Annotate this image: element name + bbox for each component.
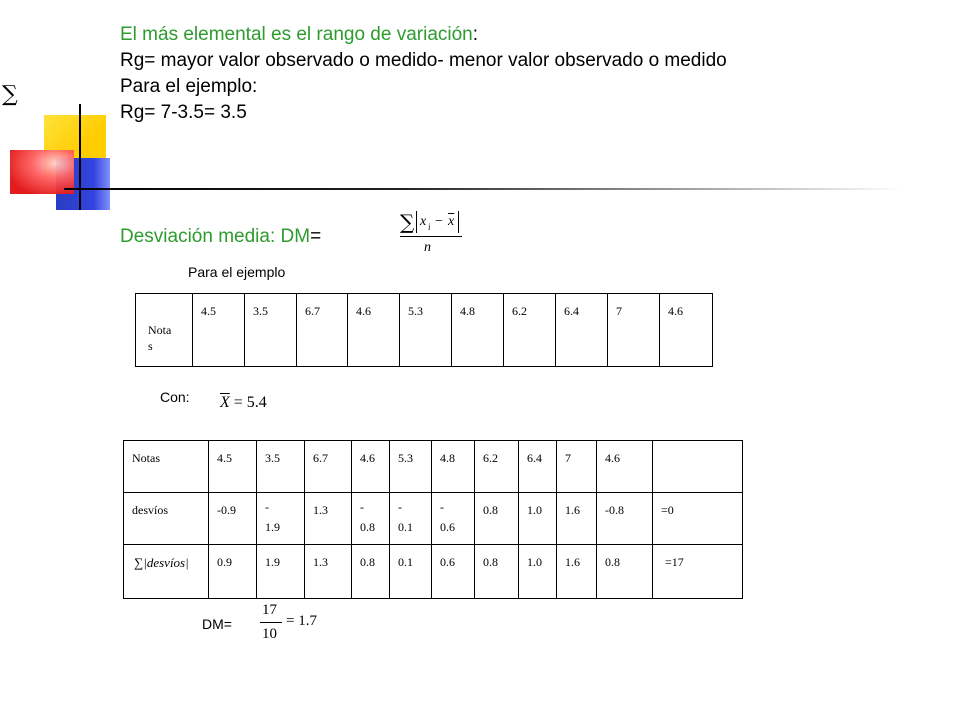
table-cell bbox=[519, 441, 557, 493]
table-row bbox=[124, 545, 743, 599]
table-cell bbox=[305, 545, 352, 599]
table-cell bbox=[305, 493, 352, 545]
table-cell-value: 6.4 bbox=[564, 304, 579, 318]
table-cell bbox=[597, 545, 653, 599]
table-cell bbox=[352, 545, 390, 599]
table-cell-value: =0 bbox=[661, 503, 674, 517]
table-cell-value: - 1.9 bbox=[265, 500, 280, 534]
table-cell bbox=[193, 294, 245, 367]
table-cell-value: 1.3 bbox=[313, 555, 328, 569]
heading-line-4: Rg= 7-3.5= 3.5 bbox=[120, 102, 247, 123]
table-cell bbox=[124, 545, 209, 599]
fraction-bar bbox=[260, 622, 282, 623]
table-cell-value: 7 bbox=[565, 451, 571, 465]
dm-heading-text: Desviación media: DM bbox=[120, 226, 311, 247]
table-cell bbox=[597, 441, 653, 493]
table-cell bbox=[504, 294, 556, 367]
table-cell bbox=[432, 545, 475, 599]
table-cell bbox=[352, 493, 390, 545]
table-cell bbox=[136, 294, 193, 367]
table-cell bbox=[245, 294, 297, 367]
table-cell bbox=[475, 441, 519, 493]
table-cell-value: 5.3 bbox=[408, 304, 423, 318]
table-cell-value: =17 bbox=[665, 555, 684, 569]
table-cell bbox=[597, 493, 653, 545]
con-label: Con: bbox=[160, 389, 190, 405]
table-cell bbox=[519, 545, 557, 599]
sigma-symbol: ∑ bbox=[2, 82, 18, 107]
desvios-table bbox=[123, 440, 743, 599]
dm-formula-x: x bbox=[420, 214, 427, 229]
table-cell-value: 4.6 bbox=[668, 304, 683, 318]
table-cell-value: 0.8 bbox=[360, 555, 375, 569]
table-cell-value: 0.6 bbox=[440, 555, 455, 569]
heading-line-1-colon: : bbox=[472, 24, 479, 45]
table-cell-value: 6.2 bbox=[483, 451, 498, 465]
table-cell-value: 1.0 bbox=[527, 503, 542, 517]
table-cell bbox=[556, 294, 608, 367]
table-cell bbox=[653, 441, 743, 493]
table-cell-value: 4.5 bbox=[217, 451, 232, 465]
decor-horizontal-line bbox=[64, 188, 904, 190]
table-row bbox=[124, 441, 743, 493]
table-cell bbox=[305, 441, 352, 493]
row-label-desvios: desvíos bbox=[132, 503, 168, 517]
table-cell bbox=[348, 294, 400, 367]
dm-formula-n: n bbox=[424, 240, 431, 255]
table-cell-value: -0.8 bbox=[605, 503, 624, 517]
row-label-sum-abs-desvios: ∑|desvíos| bbox=[134, 555, 189, 570]
abs-bar-left bbox=[416, 211, 417, 233]
table-cell-value: 0.9 bbox=[217, 555, 232, 569]
table-cell-value: 0.8 bbox=[483, 503, 498, 517]
dm-formula-sum: ∑ bbox=[400, 210, 415, 234]
table-cell-value: 6.7 bbox=[313, 451, 328, 465]
table-cell bbox=[519, 493, 557, 545]
table-cell-value: 3.5 bbox=[265, 451, 280, 465]
dm-formula bbox=[398, 208, 466, 260]
table-cell bbox=[209, 545, 257, 599]
table-cell-value: 6.7 bbox=[305, 304, 320, 318]
table-cell bbox=[124, 441, 209, 493]
table-cell-value: 6.2 bbox=[512, 304, 527, 318]
dm-result-label: DM= bbox=[202, 616, 232, 632]
table-cell-value: 4.5 bbox=[201, 304, 216, 318]
row-label-notas: Notas bbox=[132, 451, 160, 465]
dm-result-value: = 1.7 bbox=[286, 613, 317, 629]
table-cell-value: 4.8 bbox=[440, 451, 455, 465]
mean-formula bbox=[220, 394, 267, 412]
dm-formula-minus: − bbox=[435, 214, 443, 229]
table-cell bbox=[608, 294, 660, 367]
table-cell-value: 0.8 bbox=[605, 555, 620, 569]
table-cell bbox=[297, 294, 348, 367]
decor-vertical-line bbox=[79, 104, 81, 210]
mean-formula-var: $\overline{X}$ bbox=[220, 394, 230, 411]
table-cell-value: 4.6 bbox=[605, 451, 620, 465]
heading-line-3: Para el ejemplo: bbox=[120, 76, 258, 97]
table-cell bbox=[557, 441, 597, 493]
table-cell bbox=[557, 493, 597, 545]
table-cell bbox=[257, 545, 305, 599]
table-cell bbox=[653, 493, 743, 545]
dm-heading-equals: = bbox=[310, 226, 322, 247]
table-cell bbox=[400, 294, 452, 367]
table-cell-value bbox=[653, 441, 742, 451]
table-cell bbox=[257, 493, 305, 545]
table-cell-value: 1.3 bbox=[313, 503, 328, 517]
table-cell-value: 4.6 bbox=[356, 304, 371, 318]
table-cell-value: 0.1 bbox=[398, 555, 413, 569]
abs-bar-right bbox=[458, 211, 459, 233]
table-cell-value: 4.8 bbox=[460, 304, 475, 318]
table-cell bbox=[390, 441, 432, 493]
table-cell-value: 6.4 bbox=[527, 451, 542, 465]
para-el-ejemplo-label: Para el ejemplo bbox=[188, 264, 286, 280]
table-cell bbox=[660, 294, 713, 367]
notas-table bbox=[135, 293, 713, 367]
table-cell bbox=[209, 441, 257, 493]
table-cell bbox=[475, 493, 519, 545]
table-cell-value: 1.6 bbox=[565, 555, 580, 569]
dm-result-denominator: 10 bbox=[262, 626, 277, 642]
table-cell bbox=[452, 294, 504, 367]
table-cell bbox=[557, 545, 597, 599]
heading-line-1-text: El más elemental es el rango de variación bbox=[120, 24, 473, 45]
table-cell-value: 1.6 bbox=[565, 503, 580, 517]
table-row bbox=[124, 493, 743, 545]
table-cell bbox=[432, 441, 475, 493]
table-cell-value: 4.6 bbox=[360, 451, 375, 465]
table-cell-value: - 0.1 bbox=[398, 500, 413, 534]
table-cell bbox=[257, 441, 305, 493]
dm-formula-xbar: $\overline{x}$ bbox=[448, 214, 455, 229]
table-cell bbox=[653, 545, 743, 599]
dm-result-numerator: 17 bbox=[262, 602, 277, 618]
dm-formula-sub: i bbox=[428, 222, 431, 232]
table-cell-value: 1.0 bbox=[527, 555, 542, 569]
fraction-bar bbox=[400, 236, 462, 237]
table-cell bbox=[475, 545, 519, 599]
table-cell-value: 1.9 bbox=[265, 555, 280, 569]
table-cell-value: 5.3 bbox=[398, 451, 413, 465]
dm-heading bbox=[120, 224, 321, 250]
table-cell bbox=[352, 441, 390, 493]
table-cell-value: 0.8 bbox=[483, 555, 498, 569]
table-cell bbox=[432, 493, 475, 545]
table-cell bbox=[390, 545, 432, 599]
table-cell-value: -0.9 bbox=[217, 503, 236, 517]
table-cell-value: - 0.8 bbox=[360, 500, 375, 534]
table-cell bbox=[124, 493, 209, 545]
heading-line-2: Rg= mayor valor observado o medido- menor valor observado o medido bbox=[120, 50, 727, 71]
table-cell bbox=[209, 493, 257, 545]
mean-formula-rest: = 5.4 bbox=[229, 394, 267, 411]
heading-line-1 bbox=[120, 22, 478, 48]
dm-result-formula bbox=[258, 600, 328, 648]
table-row bbox=[136, 294, 713, 367]
notas-header: Nota s bbox=[148, 323, 172, 353]
table-cell bbox=[390, 493, 432, 545]
table-cell-value: - 0.6 bbox=[440, 500, 455, 534]
table-cell-value: 7 bbox=[616, 304, 622, 318]
table-cell-value: 3.5 bbox=[253, 304, 268, 318]
